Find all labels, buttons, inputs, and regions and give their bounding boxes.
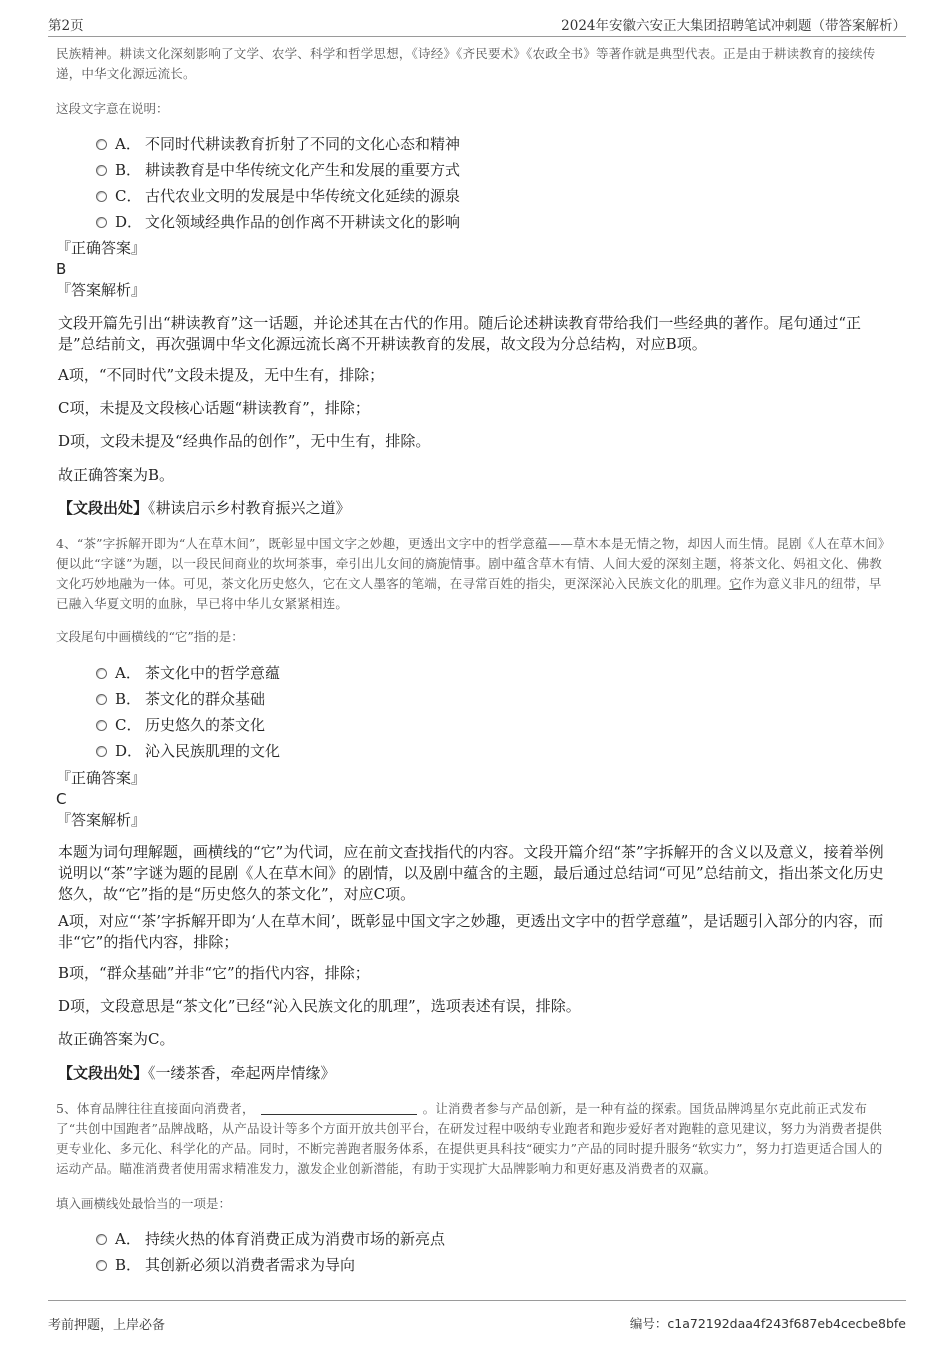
q3-correct-label: 『正确答案』 xyxy=(56,239,147,257)
q3-option-b[interactable]: B． 耕读教育是中华传统文化产生和发展的重要方式 xyxy=(96,159,460,181)
q3-passage-tail: 民族精神。耕读文化深刻影响了文学、农学、科学和哲学思想，《诗经》《齐民要术》《农政全书》等著作就是典型代表。正是由于耕读教育的接续传递，中华文化源远流长。 xyxy=(56,46,876,81)
q4-analysis-d: D项，文段意思是“茶文化”已经“沁入民族文化的肌理”，选项表述有误，排除。 xyxy=(58,997,581,1015)
q5-option-b[interactable]: B． 其创新必须以消费者需求为导向 xyxy=(96,1254,355,1276)
radio-icon[interactable] xyxy=(96,746,107,757)
q4-analysis-b: B项，“群众基础”并非“它”的指代内容，排除； xyxy=(58,964,370,982)
radio-icon[interactable] xyxy=(96,191,107,202)
page-footer xyxy=(48,1300,906,1333)
q3-analysis-text: 文段开篇先引出“耕读教育”这一话题，并论述其在古代的作用。随后论述耕读教育带给我们一些经典的著作。尾句通过“正是”总结前文，再次强调中华文化源远流长离不开耕读教育的发展，故文段为分总结构，对应B项。 xyxy=(58,314,862,353)
document-title: 2024年安徽六安正大集团招聘笔试冲刺题（带答案解析） xyxy=(561,18,906,34)
fill-in-blank xyxy=(261,1102,417,1115)
q4-option-c[interactable]: C． 历史悠久的茶文化 xyxy=(96,714,265,736)
radio-icon[interactable] xyxy=(96,1260,107,1271)
q4-analysis-text: 本题为词句理解题，画横线的“它”为代词，应在前文查找指代的内容。文段开篇介绍“茶”字拆解开的含义以及意义，接着举例说明以“茶”字谜为题的昆剧《人在草木间》的剧情，以及剧中蕴含的主题，最后通过总结词“可见”总结前文，指出茶文化历史悠久，故“它”指的是“历史悠久的茶文化”，对应C项。 xyxy=(58,843,884,903)
q4-answer: C xyxy=(56,790,67,808)
document-code: 编号：c1a72192daa4f243f687eb4cecbe8bfe xyxy=(629,1316,906,1331)
q4-question: 文段尾句中画横线的“它”指的是： xyxy=(56,629,244,644)
page-number: 第2页 xyxy=(48,18,84,34)
q3-analysis-label: 『答案解析』 xyxy=(56,281,147,299)
radio-icon[interactable] xyxy=(96,217,107,228)
q4-option-d[interactable]: D． 沁入民族肌理的文化 xyxy=(96,740,280,762)
q5-passage: 5、体育品牌往往直接面向消费者， 。让消费者参与产品创新，是一种有益的探索。国货品牌鸿星尔克此前正式发布了“共创中国跑者”品牌战略，从产品设计等多个方面开放共创平台，在研发过程中吸纳专业跑者和跑步爱好者对跑鞋的意见建议，努力为消费者提供更专业化、多元化、科学化的产品。同时，不断完善跑者服务体系，在提供更具科技“硬实力”产品的同时提升服务“软实力”，努力打造更适合国人的运动产品。瞄准消费者使用需求精准发力，激发企业创新潜能，有助于实现扩大品牌影响力和更好惠及消费者的双赢。 xyxy=(56,1101,883,1176)
radio-icon[interactable] xyxy=(96,139,107,150)
page-header xyxy=(48,10,906,37)
radio-icon[interactable] xyxy=(96,694,107,705)
q4-passage: 4、“茶”字拆解开即为“人在草木间”，既彰显中国文字之妙趣，更透出文字中的哲学意蕴——草木本是无情之物，却因人而生情。昆剧《人在草木间》便以此“字谜”为题，以一段民间商业的坎坷茶事，牵引出儿女间的旖旎情事。剧中蕴含草木有情、人间大爱的深刻主题，将茶文化、妈祖文化、佛教文化巧妙地融为一体。可见，茶文化历史悠久，它在文人墨客的笔端，在寻常百姓的指尖，更深深沁入民族文化的肌理。它作为意义非凡的纽带，早已融入华夏文明的血脉，早已将中华儿女紧紧相连。 xyxy=(56,536,891,611)
radio-icon[interactable] xyxy=(96,1234,107,1245)
q3-analysis-c: C项，未提及文段核心话题“耕读教育”，排除； xyxy=(58,399,370,417)
q4-analysis-a: A项，对应“‘茶’字拆解开即为‘人在草木间’，既彰显中国文字之妙趣，更透出文字中的哲学意蕴”，是话题引入部分的内容，而非“它”的指代内容，排除； xyxy=(58,912,884,951)
q3-source: 【文段出处】《耕读启示乡村教育振兴之道》 xyxy=(58,499,351,517)
footer-slogan: 考前押题，上岸必备 xyxy=(48,1318,166,1333)
q3-question: 这段文字意在说明： xyxy=(56,101,169,116)
q4-conclusion: 故正确答案为C。 xyxy=(58,1030,175,1048)
q4-source: 【文段出处】《一缕茶香，牵起两岸情缘》 xyxy=(58,1064,336,1082)
q4-option-b[interactable]: B． 茶文化的群众基础 xyxy=(96,688,265,710)
q3-answer: B xyxy=(56,260,67,278)
q5-question: 填入画横线处最恰当的一项是： xyxy=(56,1196,232,1211)
q3-option-a[interactable]: A． 不同时代耕读教育折射了不同的文化心态和精神 xyxy=(96,133,460,155)
radio-icon[interactable] xyxy=(96,165,107,176)
q3-option-c[interactable]: C． 古代农业文明的发展是中华传统文化延续的源泉 xyxy=(96,185,460,207)
q5-option-a[interactable]: A． 持续火热的体育消费正成为消费市场的新亮点 xyxy=(96,1228,445,1250)
q4-analysis-label: 『答案解析』 xyxy=(56,811,147,829)
q3-analysis-a: A项，“不同时代”文段未提及，无中生有，排除； xyxy=(58,366,385,384)
q3-option-d[interactable]: D． 文化领域经典作品的创作离不开耕读文化的影响 xyxy=(96,211,460,233)
radio-icon[interactable] xyxy=(96,720,107,731)
radio-icon[interactable] xyxy=(96,668,107,679)
underlined-pronoun: 它 xyxy=(729,576,742,591)
q3-conclusion: 故正确答案为B。 xyxy=(58,466,175,484)
q3-analysis-d: D项，文段未提及“经典作品的创作”，无中生有，排除。 xyxy=(58,432,431,450)
q4-correct-label: 『正确答案』 xyxy=(56,769,147,787)
q4-option-a[interactable]: A． 茶文化中的哲学意蕴 xyxy=(96,662,280,684)
